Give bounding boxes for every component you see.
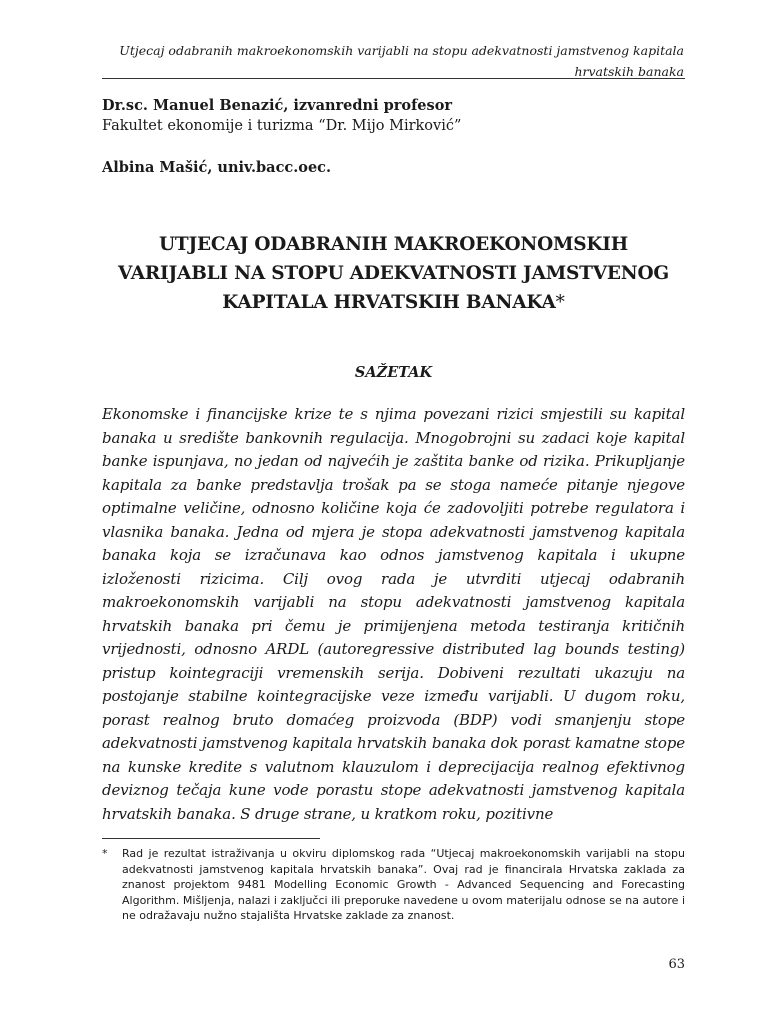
header-divider (102, 78, 685, 79)
author-1-affiliation: Fakultet ekonomije i turizma “Dr. Mijo Mirković” (102, 118, 462, 134)
title-footnote-marker: * (555, 292, 565, 313)
author-2: Albina Mašić, univ.bacc.oec. (102, 159, 332, 176)
author-1: Dr.sc. Manuel Benazić, izvanredni profesor (102, 97, 453, 114)
page-number: 63 (668, 957, 685, 972)
paper-title (102, 230, 685, 317)
running-header: Utjecaj odabranih makroekonomskih varijabli na stopu adekvatnosti jamstvenog kapitala hrvatskih banaka (119, 43, 684, 79)
abstract-heading: SAŽETAK (354, 364, 433, 381)
footnote-marker: * (102, 847, 108, 860)
abstract-body: Ekonomske i financijske krize te s njima povezani rizici smjestili su kapital banaka u središte bankovnih regulacija. Mnogobrojni su zadaci koje kapital banke ispunjava, no jedan od najvećih je zaštita banke od rizika. Prikupljanje kapitala za banke predstavlja trošak pa se stoga nameće pitanje njegove optimalne veličine, odnosno količine koja će zadovoljiti potrebe regulatora i vlasnika banaka. Jedna od mjera je stopa adekvatnosti jamstvenog kapitala banaka koja se izračunava kao odnos jamstvenog kapitala i ukupne izloženosti rizicima. Cilj ovog rada je utvrditi utjecaj odabranih makroekonomskih varijabli na stopu adekvatnosti jamstvenog kapitala hrvatskih banaka pri čemu je primijenjena metoda testiranja kritičnih vrijednosti, odnosno ARDL (autoregressive distributed lag bounds testing) pristup kointegraciji vremenskih serija. Dobiveni rezultati ukazuju na postojanje stabilne kointegracijske veze između varijabli. U dugom roku, porast realnog bruto domaćeg proizvoda (BDP) vodi smanjenju stope adekvatnosti jamstvenog kapitala hrvatskih banaka dok porast kamatne stope na kunske kredite s valutnom klauzulom i deprecijacija realnog efektivnog deviznog tečaja kune vode porastu stope adekvatnosti jamstvenog kapitala hrvatskih banaka. S druge strane, u kratkom roku, pozitivne (102, 405, 685, 823)
paper-title-text: UTJECAJ ODABRANIH MAKROEKONOMSKIH VARIJABLI NA STOPU ADEKVATNOSTI JAMSTVENOG KAPITALA HRVATSKIH BANAKA (117, 234, 670, 313)
footnote-text: Rad je rezultat istraživanja u okviru diplomskog rada “Utjecaj makroekonomskih varijabli na stopu adekvatnosti jamstvenog kapitala hrvatskih banaka”. Ovaj rad je financirala Hrvatska zaklada za znanost projektom 9481 Modelling Economic Growth - Advanced Sequencing and Forecasting Algorithm. Mišljenja, nalazi i zaključci ili preporuke navedene u ovom materijalu odnose se na autore i ne odražavaju nužno stajališta Hrvatske zaklade za znanost. (122, 847, 685, 923)
footnote (102, 846, 685, 924)
footnote-divider (102, 838, 320, 839)
author-block (102, 95, 685, 178)
author-spacer (102, 137, 685, 157)
